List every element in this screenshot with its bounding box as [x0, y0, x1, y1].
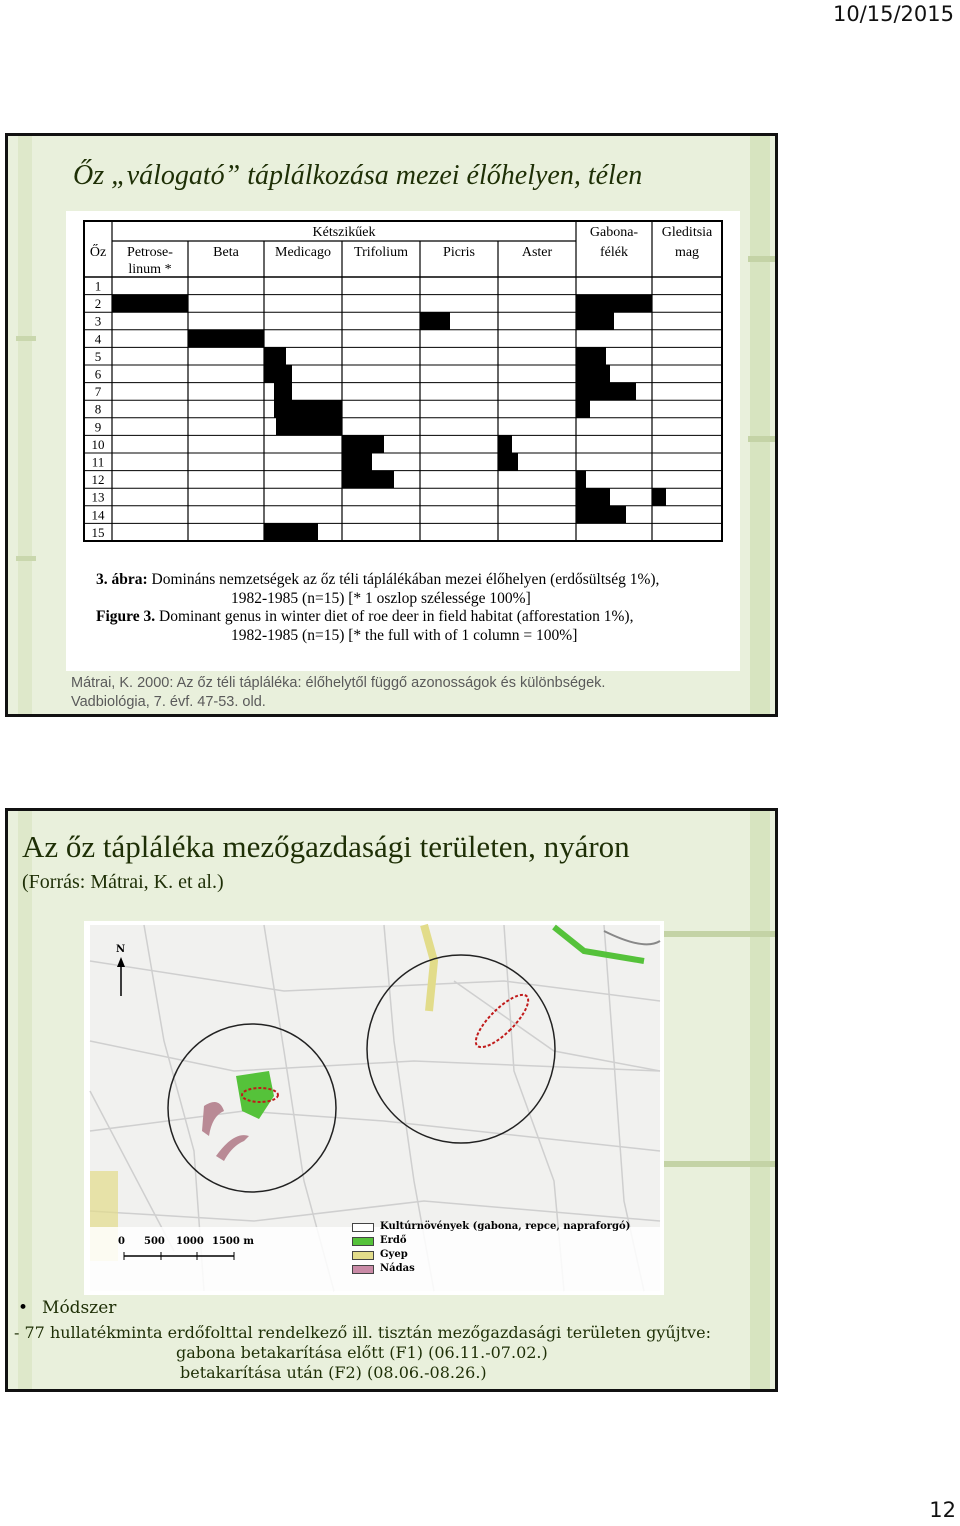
legend-swatch — [352, 1223, 374, 1232]
figure-caption — [96, 571, 659, 645]
diet-bar — [276, 418, 342, 436]
diet-figure — [66, 211, 740, 671]
scale-label: 1000 — [176, 1236, 204, 1247]
group-header-cereals-2: félék — [600, 245, 628, 260]
row-number: 2 — [94, 296, 102, 312]
page-number: 12 — [929, 1498, 956, 1522]
diet-bar — [652, 488, 666, 506]
diet-bar — [576, 488, 610, 506]
slide1-title: Őz „válogató” táplálkozása mezei élőhelyen, télen — [73, 160, 643, 191]
column-header: Aster — [521, 245, 553, 260]
caption-en-line2: 1982-1985 (n=15) [* the full with of 1 column = 100%] — [231, 626, 578, 644]
slide2-title: Az őz tápláléka mezőgazdasági területen, nyáron — [22, 829, 630, 864]
row-number: 5 — [94, 348, 102, 364]
diet-bar — [112, 295, 188, 313]
method-line3: betakarítása után (F2) (08.06.-08.26.) — [180, 1363, 487, 1382]
row-number: 8 — [94, 401, 102, 417]
row-number: 1 — [94, 278, 102, 294]
column-header: Trifolium — [354, 245, 408, 260]
group-header-cereals: Gabona- — [589, 225, 639, 240]
bullet-label: Módszer — [42, 1298, 117, 1318]
method-line1: - 77 hullatékminta erdőfolttal rendelkező ill. tisztán mezőgazdasági területen gyűjtve: — [14, 1323, 711, 1342]
legend-swatch — [352, 1265, 374, 1274]
slide-summer-diet — [5, 808, 778, 1392]
diet-bar — [576, 365, 610, 383]
row-number: 10 — [91, 436, 105, 452]
diet-bar — [264, 347, 286, 365]
reference-line1: Mátrai, K. 2000: Az őz téli tápláléka: élőhelytől függő azonosságok és különbségek. — [71, 675, 606, 691]
study-area-map — [84, 921, 664, 1295]
column-header-line2: linum * — [128, 262, 172, 277]
diet-bar — [576, 312, 614, 330]
diet-bar — [342, 453, 372, 471]
row-number: 4 — [94, 331, 102, 347]
row-header: Őz — [89, 245, 107, 260]
scale-label: 1500 m — [212, 1236, 254, 1247]
diet-bar — [576, 506, 626, 524]
slide-winter-diet — [5, 133, 778, 717]
diet-bar — [576, 400, 590, 418]
column-header: Beta — [213, 245, 239, 260]
diet-bar — [420, 312, 450, 330]
diet-bar — [498, 453, 518, 471]
north-label: N — [116, 944, 126, 955]
caption-hu-line2: 1982-1985 (n=15) [* 1 oszlop szélessége 100%] — [231, 589, 531, 607]
map-drawing — [84, 921, 664, 1295]
slide2-subtitle: (Forrás: Mátrai, K. et al.) — [22, 871, 224, 893]
caption-hu-line1: Domináns nemzetségek az őz téli táplálékában mezei élőhelyen (erdősültség 1%), — [147, 571, 660, 588]
group-header-gleditsia-2: mag — [674, 245, 700, 260]
diet-bar — [576, 347, 606, 365]
legend-label: Nádas — [380, 1263, 415, 1274]
row-number: 12 — [91, 472, 105, 488]
diet-bar — [342, 471, 394, 489]
row-number: 7 — [94, 384, 102, 400]
column-header: Medicago — [275, 245, 331, 260]
row-number: 15 — [91, 524, 105, 540]
row-number: 11 — [91, 454, 105, 470]
diet-bar — [264, 365, 292, 383]
caption-hu-label: 3. ábra: — [96, 571, 148, 588]
row-number: 14 — [91, 507, 105, 523]
table-border — [84, 221, 722, 541]
diet-bar — [576, 295, 652, 313]
legend-label: Kultúrnövények (gabona, repce, napraforgó) — [380, 1221, 631, 1232]
diet-bar — [342, 435, 384, 453]
method-line2: gabona betakarítása előtt (F1) (06.11.-07.02.) — [176, 1343, 548, 1362]
scale-label: 0 — [118, 1236, 125, 1247]
diet-bar — [274, 400, 342, 418]
group-header-gleditsia: Gleditsia — [661, 225, 713, 240]
scale-label: 500 — [144, 1236, 165, 1247]
legend-swatch — [352, 1237, 374, 1246]
column-header: Petrose- — [127, 245, 173, 260]
slide-date: 10/15/2015 — [832, 2, 954, 26]
row-number: 3 — [94, 313, 102, 329]
reference — [71, 674, 605, 712]
diet-table — [66, 211, 740, 571]
diet-bar — [576, 471, 586, 489]
diet-bar — [264, 523, 318, 541]
row-number: 6 — [94, 366, 102, 382]
legend-swatch — [352, 1251, 374, 1260]
legend-label: Gyep — [380, 1249, 408, 1260]
diet-bar — [274, 383, 292, 401]
diet-bar — [576, 383, 636, 401]
row-number: 9 — [94, 419, 102, 435]
caption-en-line1: Dominant genus in winter diet of roe deer in field habitat (afforestation 1%), — [155, 608, 634, 625]
caption-en-label: Figure 3. — [96, 608, 156, 625]
diet-bar — [498, 435, 512, 453]
diet-bar — [188, 330, 264, 348]
column-header: Picris — [443, 245, 475, 260]
legend-label: Erdő — [380, 1235, 407, 1246]
method-text — [14, 1323, 711, 1383]
bullet-method: • Módszer — [18, 1298, 117, 1318]
reference-line2: Vadbiológia, 7. évf. 47-53. old. — [71, 694, 266, 710]
row-number: 13 — [91, 489, 105, 505]
group-header-dicots: Kétszikűek — [312, 225, 376, 240]
